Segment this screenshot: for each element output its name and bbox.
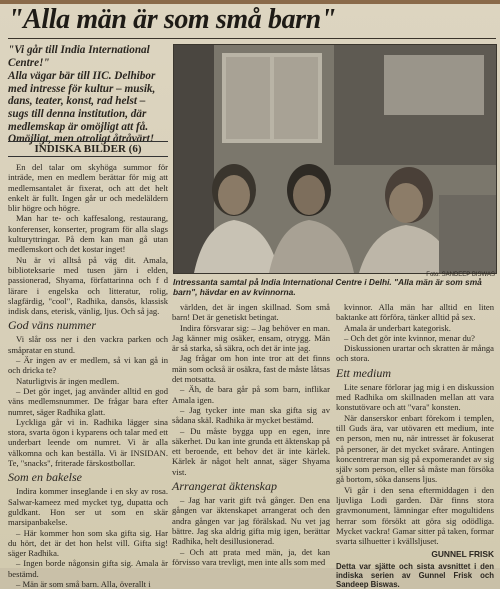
paragraph: – Ingen borde någonsin gifta sig. Amala är bestämd. <box>8 558 168 579</box>
headline-rule <box>8 38 496 39</box>
paragraph: När danserskor enbart förekom i templen, till Guds ära, var utövaren ett medium, inte en person, men nu, när intresset är fokuserat på personer, är det mycket svårare. Antingen koncentrerar man sig på expomerandet av sig själv som person, eller så måste man försöka gå bortom, söka dansens ljus. <box>336 412 494 485</box>
intro-quote: "Vi går till India International Centre!" <box>8 44 150 69</box>
paragraph: Nu är vi alltså på väg dit. Amala, biblioteksarie med tusen järn i elden, passionerad, Shyama, författarinna och f d lärare i engelska och litteratur, rolig, slagfärdig, "cool", Radhika, dansös, klassisk indisk dans, eterisk, vänlig, ljus. Och så jag. <box>8 254 168 317</box>
subheading: Arrangerat äktenskap <box>172 479 277 494</box>
paragraph: Lyckliga går vi in. Radhika lägger sina stora, svarta ögon i kyparens och talar med ett underbart leende om numret. Vi är alla välkomna och kan beställa. Vi är INSIDAN. Te, "snacks", friterade färskostbollar. <box>8 416 168 469</box>
author-signature: GUNNEL FRISK <box>431 548 494 559</box>
intro-block <box>8 44 168 147</box>
subheading: God väns nummer <box>8 318 96 333</box>
paragraph: – Du måste bygga upp en egen, inre säkerhet. Du kan inte grunda ett äktenskap på ett beroende, ett behov det är inte kärlek. Kärlek är något helt annat, säger Shyama vist. <box>172 425 330 477</box>
column-2 <box>172 302 330 567</box>
paragraph: – Det gör inget, jag använder alltid en god väns medlemsnummer. De frågar bara efter numret, säger Radhika glatt. <box>8 385 168 417</box>
paragraph: Vi slår oss ner i den vackra parken och småpratar en stund. <box>8 334 168 355</box>
intro-text: Alla vägar bär till IIC. Delhibor med intresse för kultur – musik, dans, teater, konst, rad helst – sugs till denna institution, där medlemskap är omöjligt att få. Omöjligt, men otroligt åtråvärt! <box>8 70 156 146</box>
paragraph: – Och att prata med män, ja, det kan förvisso vara trevligt, men inte alls som med <box>172 546 330 567</box>
paragraph: Lite senare förlorar jag mig i en diskussion med Radhika om skillnaden mellan att vara konstutövare och att "vara" konsten. <box>336 381 494 413</box>
paragraph: – Äh, de bara går på som barn, inflikar Amala igen. <box>172 384 330 405</box>
paragraph: Amala är underbart kategorisk. <box>344 322 451 333</box>
paragraph: – Är ingen av er medlem, så vi kan gå in och dricka te? <box>8 355 168 376</box>
paragraph: Jag frågar om hon inte tror att det finns män som också är osäkra, fast de måste låtsas det motsatta. <box>172 353 330 385</box>
paragraph: världen, det är ingen skillnad. Som små barn! Det är genetiskt betingat. <box>172 302 330 323</box>
paragraph: En del talar om skyhöga summor för inträde, men en medlem berättar för mig att medlemsantalet är fixerat, och att det helt enkelt är fullt. Ingen går ur och medeläldern blir högre och högre. <box>8 162 168 214</box>
column-1 <box>8 162 168 589</box>
paragraph: Vi går i den sena eftermiddagen i den ljuvliga Lodi garden. Där finns stora gravmonument, lämningar efter mogultidens herrar som försökt att göra sig odödliga. Mycket vackra! Gamar sitter på taken, formar svarta silhuetter i kvällsljuset. <box>336 484 494 547</box>
series-kicker: INDISKA BILDER (6) <box>8 141 168 157</box>
photo-illustration <box>174 45 496 273</box>
headline: "Alla män är som små barn" <box>8 4 336 35</box>
subheading: Ett medium <box>336 365 391 380</box>
paragraph: – Jag tycker inte man ska gifta sig av sådana skäl. Radhika är mycket bestämd. <box>172 404 330 426</box>
photo-caption: Intressanta samtal på India International Centre i Delhi. "Alla män är som små barn", hävdar en av kvinnorna. <box>173 277 482 297</box>
paragraph: – Män är som små barn. Alla, överallt i <box>16 578 151 589</box>
photo <box>173 44 497 274</box>
paragraph: Diskussionen urartar och skratten är många och stora. <box>336 343 494 364</box>
paragraph: Man har te- och kaffesalong, restaurang, konferenser, konserter, program för alla slags kulturyttringar. På dem kan man gå utan medlemskort och det kostar inget! <box>8 213 168 255</box>
series-footnote: Detta var sjätte och sista avsnittet i den indiska serien av Gunnel Frisk och Sandeep Biswas. <box>336 561 494 589</box>
paragraph: – Här kommer hon som ska gifta sig. Har du hört, det är det hon helst vill. Gifta sig! säger Radhika. <box>8 527 168 559</box>
photo-credit: Foto: SANDEEP BISWAS <box>426 272 495 278</box>
column-3 <box>336 302 494 589</box>
subheading: Som en bakelse <box>8 470 82 485</box>
paragraph: Indira kommer inseglande i en sky av rosa. Salwar-kameez med mycket tyg, dupatta och guldkant. Hon ser ut som en skär marsipanbakelse. <box>8 486 168 528</box>
paragraph: – Och det gör inte kvinnor, menar du? <box>344 332 475 343</box>
paragraph: Indira försvarar sig: – Jag behöver en man. Jag känner mig osäker, ensam, otrygg. Män är så starka, så säkra, och det är inte jag. <box>172 322 330 354</box>
paragraph: – Jag har varit gift två gånger. Den ena gången var äktenskapet arrangerat och den andra gången var jag förälskad. Nu vet jag bättre. Jag ska aldrig gifta mig igen, berättar Radhika, helt desillusionerad. <box>172 495 330 547</box>
paragraph: kvinnor. Alla män har alltid en liten baktanke att förföra, tänker alltid på sex. <box>336 302 494 323</box>
paragraph: Naturligtvis är ingen medlem. <box>16 375 120 386</box>
